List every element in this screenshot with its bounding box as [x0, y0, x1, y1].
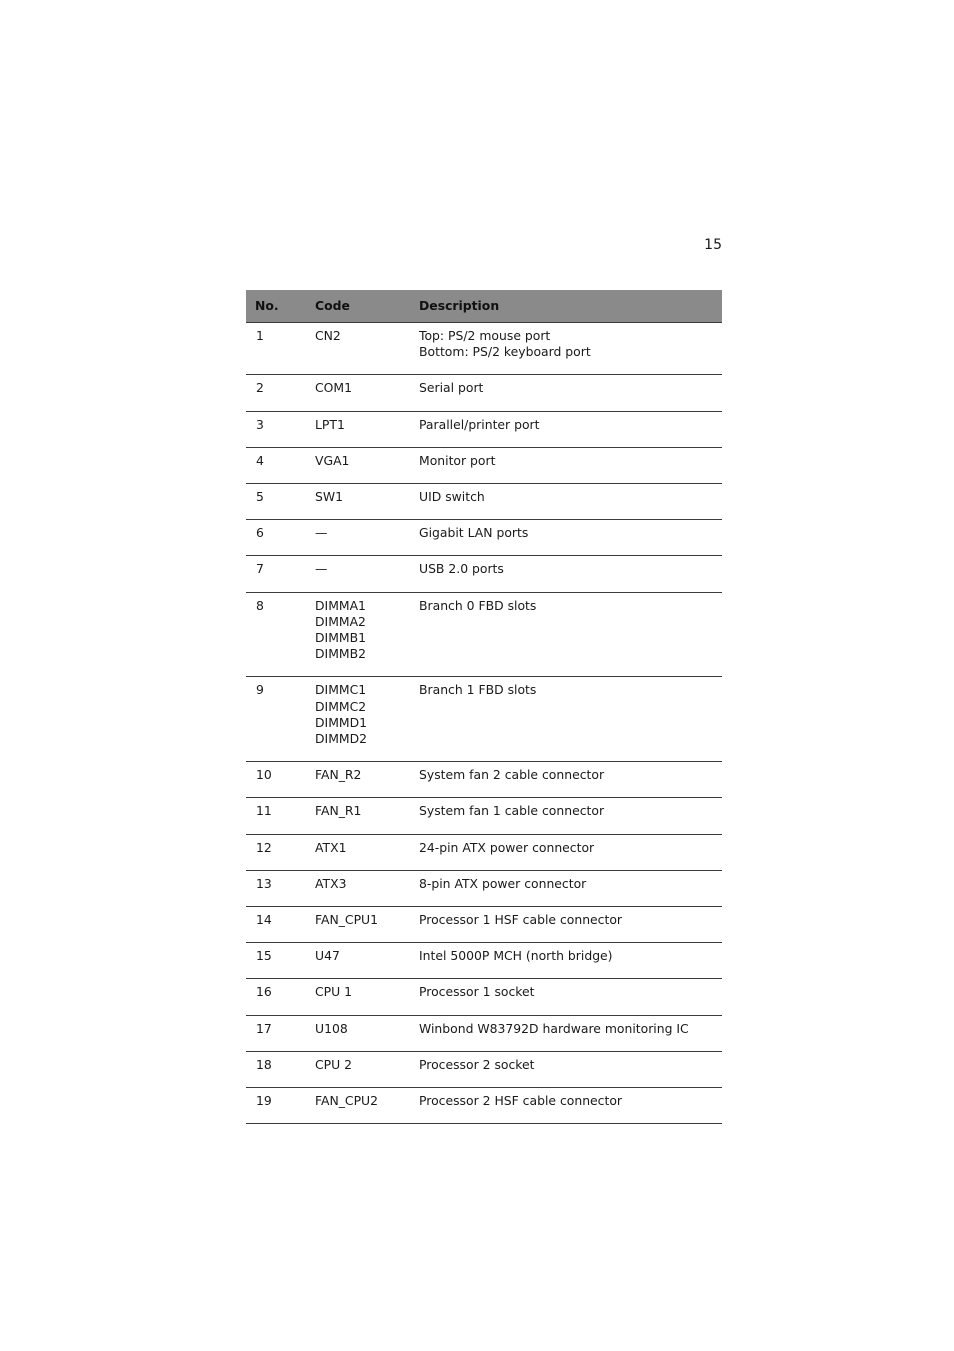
cell-description [409, 375, 722, 411]
code-line: SW1 [315, 489, 343, 505]
cell-description [409, 1051, 722, 1087]
cell-no: 9 [246, 677, 305, 762]
cell-description [409, 592, 722, 677]
component-table [246, 290, 722, 1124]
table-row [246, 834, 722, 870]
cell-no: 16 [246, 979, 305, 1015]
description-line: Processor 2 HSF cable connector [419, 1093, 623, 1109]
description-line: Processor 1 socket [419, 984, 535, 1000]
description-line: 8-pin ATX power connector [419, 875, 587, 891]
code-line: DIMMA1 [315, 597, 366, 613]
cell-no: 6 [246, 520, 305, 556]
cell-code [305, 798, 409, 834]
code-line: LPT1 [315, 416, 345, 432]
cell-description [409, 447, 722, 483]
code-line: FAN_CPU2 [315, 1093, 379, 1109]
cell-code [305, 323, 409, 375]
cell-description [409, 556, 722, 592]
cell-description [409, 907, 722, 943]
code-line: CPU 2 [315, 1056, 353, 1072]
cell-description [409, 411, 722, 447]
cell-description [409, 677, 722, 762]
description-line: Bottom: PS/2 keyboard port [419, 344, 591, 360]
cell-code [305, 447, 409, 483]
cell-no: 15 [246, 943, 305, 979]
code-line: COM1 [315, 380, 352, 396]
table-row [246, 762, 722, 798]
code-line: FAN_R1 [315, 803, 362, 819]
table-row [246, 943, 722, 979]
table-row [246, 870, 722, 906]
cell-code [305, 762, 409, 798]
table-row [246, 556, 722, 592]
cell-description [409, 1088, 722, 1124]
description-line: Winbond W83792D hardware monitoring IC [419, 1020, 689, 1036]
table-row [246, 592, 722, 677]
description-line: UID switch [419, 489, 485, 505]
description-line: Serial port [419, 380, 484, 396]
table-row [246, 520, 722, 556]
description-line: Processor 2 socket [419, 1056, 535, 1072]
cell-code [305, 484, 409, 520]
table-row [246, 484, 722, 520]
header-code: Code [305, 290, 409, 323]
page-number: 15 [704, 237, 722, 253]
cell-code [305, 375, 409, 411]
code-line: DIMMB1 [315, 630, 366, 646]
description-line: Branch 1 FBD slots [419, 682, 537, 698]
cell-no: 5 [246, 484, 305, 520]
cell-code [305, 979, 409, 1015]
code-line: DIMMC2 [315, 698, 367, 714]
code-line: VGA1 [315, 452, 350, 468]
code-line: CN2 [315, 328, 341, 343]
table-row [246, 1088, 722, 1124]
description-line: System fan 1 cable connector [419, 803, 605, 819]
code-line: CPU 1 [315, 984, 353, 1000]
header-no: No. [246, 290, 305, 323]
cell-description [409, 1015, 722, 1051]
cell-no: 7 [246, 556, 305, 592]
cell-description [409, 943, 722, 979]
cell-description [409, 979, 722, 1015]
cell-code [305, 1051, 409, 1087]
description-line: Top: PS/2 mouse port [419, 328, 551, 343]
cell-no: 17 [246, 1015, 305, 1051]
cell-code [305, 834, 409, 870]
cell-no: 13 [246, 870, 305, 906]
cell-description [409, 323, 722, 375]
cell-code [305, 677, 409, 762]
cell-no: 12 [246, 834, 305, 870]
table-row [246, 447, 722, 483]
table-row [246, 1051, 722, 1087]
table-header-row [246, 290, 722, 323]
description-line: Processor 1 HSF cable connector [419, 912, 623, 928]
cell-description [409, 520, 722, 556]
cell-code [305, 1015, 409, 1051]
code-line: DIMMD2 [315, 731, 368, 747]
description-line: System fan 2 cable connector [419, 767, 605, 783]
code-line: — [315, 525, 328, 541]
cell-no: 19 [246, 1088, 305, 1124]
cell-code [305, 556, 409, 592]
description-line: Gigabit LAN ports [419, 525, 529, 541]
cell-code [305, 870, 409, 906]
cell-description [409, 762, 722, 798]
description-line: USB 2.0 ports [419, 561, 504, 577]
code-line: DIMMD1 [315, 714, 368, 730]
cell-no: 2 [246, 375, 305, 411]
code-line: — [315, 561, 328, 577]
code-line: DIMMC1 [315, 682, 367, 698]
cell-no: 3 [246, 411, 305, 447]
description-line: Branch 0 FBD slots [419, 597, 537, 613]
cell-code [305, 411, 409, 447]
cell-no: 8 [246, 592, 305, 677]
table-body [246, 323, 722, 1124]
code-line: FAN_CPU1 [315, 912, 379, 928]
cell-code [305, 592, 409, 677]
cell-no: 10 [246, 762, 305, 798]
description-line: Intel 5000P MCH (north bridge) [419, 948, 613, 964]
header-description: Description [409, 290, 722, 323]
table-row [246, 411, 722, 447]
cell-code [305, 943, 409, 979]
table-row [246, 323, 722, 375]
cell-code [305, 907, 409, 943]
cell-description [409, 484, 722, 520]
code-line: ATX1 [315, 839, 347, 855]
cell-code [305, 520, 409, 556]
code-line: DIMMA2 [315, 613, 366, 629]
cell-code [305, 1088, 409, 1124]
cell-no: 18 [246, 1051, 305, 1087]
cell-no: 14 [246, 907, 305, 943]
table-row [246, 375, 722, 411]
code-line: ATX3 [315, 875, 347, 891]
code-line: U108 [315, 1020, 348, 1036]
description-line: Monitor port [419, 452, 496, 468]
cell-description [409, 870, 722, 906]
description-line: 24-pin ATX power connector [419, 839, 595, 855]
cell-description [409, 834, 722, 870]
cell-no: 1 [246, 323, 305, 375]
code-line: U47 [315, 948, 340, 964]
description-line: Parallel/printer port [419, 416, 540, 432]
table-row [246, 979, 722, 1015]
table-row [246, 1015, 722, 1051]
table-row [246, 798, 722, 834]
cell-description [409, 798, 722, 834]
cell-no: 4 [246, 447, 305, 483]
code-line: FAN_R2 [315, 767, 362, 783]
table-row [246, 907, 722, 943]
table-row [246, 677, 722, 762]
code-line: DIMMB2 [315, 646, 366, 662]
cell-no: 11 [246, 798, 305, 834]
